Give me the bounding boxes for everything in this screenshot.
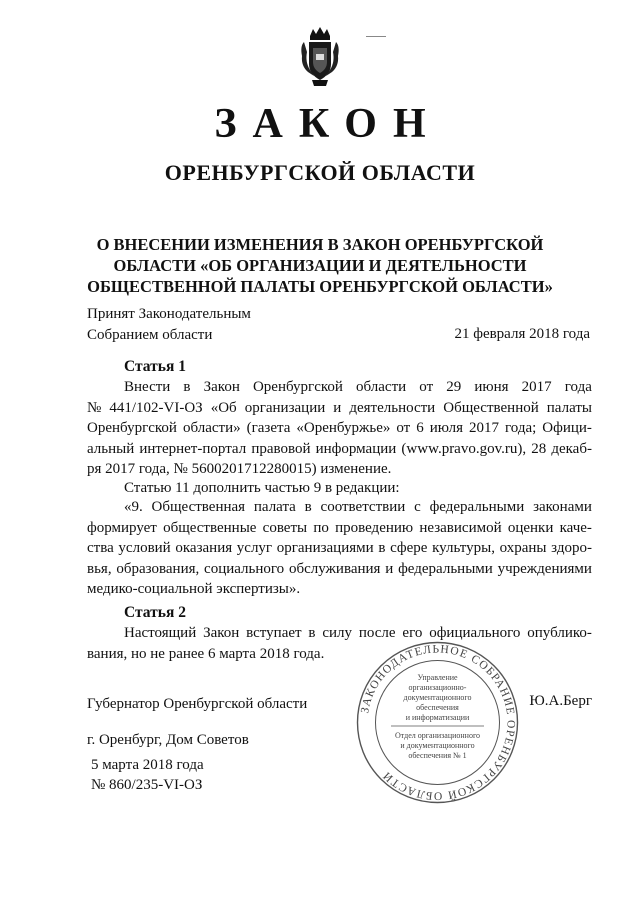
text-line: Настоящий Закон вступает в силу после его официального опублико- (124, 625, 592, 641)
stamp-line: Управление (417, 673, 458, 682)
signing-date: 5 марта 2018 года (91, 757, 204, 773)
official-stamp (355, 640, 520, 805)
article-1-paragraph-1 (87, 377, 592, 480)
law-number: № 860/235-VI-ОЗ (91, 777, 203, 793)
document-type-heading: ЗАКОН (214, 101, 442, 147)
adoption-authority (87, 304, 251, 345)
law-title (80, 234, 560, 297)
text-line: «9. Общественная палата в соответствии с федеральными законами (124, 499, 592, 515)
text-line: альный интернет-портал правовой информации (www.pravo.gov.ru), 28 декаб- (87, 440, 592, 457)
signing-place: г. Оренбург, Дом Советов (87, 732, 249, 748)
adoption-date: 21 февраля 2018 года (454, 326, 590, 342)
text-line: формирует общественные советы по проведению независимой оценки каче- (87, 519, 592, 536)
text-line: Внести в Закон Оренбургской области от 29 июня 2017 года (124, 379, 592, 395)
text-line: вья, образования, социального обслуживания и федеральными учреждениями (87, 560, 592, 577)
coat-of-arms-icon (296, 26, 344, 88)
article-1-paragraph-2 (87, 478, 592, 499)
text-line: ря 2017 года, № 5600201712280015) изменение. (87, 461, 392, 477)
adoption-line: Собранием области (87, 326, 213, 343)
stamp-line: документационного (403, 693, 472, 702)
adoption-line: Принят Законодательным (87, 306, 251, 322)
text-line: Оренбургской области» (газета «Оренбуржье» от 6 июля 2017 года; Офици- (87, 420, 592, 436)
law-title-line: ОБЩЕСТВЕННОЙ ПАЛАТЫ ОРЕНБУРГСКОЙ ОБЛАСТИ» (87, 277, 553, 296)
text-line: вания, но не ранее 6 марта 2018 года. (87, 645, 325, 662)
article-2-heading: Статья 2 (124, 604, 186, 621)
article-1-heading: Статья 1 (124, 358, 186, 375)
stamp-line: Отдел организационного (394, 731, 481, 740)
text-line: ства условий оказания услуг организациями в сфере культуры, охраны здоро- (87, 540, 592, 556)
law-title-line: ОБЛАСТИ «ОБ ОРГАНИЗАЦИИ И ДЕЯТЕЛЬНОСТИ (113, 256, 527, 275)
governor-name: Ю.А.Берг (529, 693, 592, 709)
stamp-line: и информатизации (405, 713, 470, 722)
svg-text:ЗАКОНОДАТЕЛЬНОЕ СОБРАНИЕ ОРЕНБ (359, 643, 517, 802)
governor-position: Губернатор Оренбургской области (87, 696, 308, 712)
text-line: медико-социальной экспертизы». (87, 581, 301, 597)
stamp-line: обеспечения (416, 703, 459, 712)
stamp-line: обеспечения № 1 (408, 751, 467, 760)
scan-artifact-line (366, 36, 386, 37)
stamp-outer-text: ЗАКОНОДАТЕЛЬНОЕ СОБРАНИЕ ОРЕНБУРГСКОЙ ОБЛАСТИ (359, 643, 517, 802)
stamp-line: организационно- (408, 683, 467, 692)
stamp-line: и документационного (400, 741, 475, 750)
article-1-paragraph-3 (87, 497, 592, 600)
region-heading: ОРЕНБУРГСКОЙ ОБЛАСТИ (164, 160, 476, 185)
law-title-line: О ВНЕСЕНИИ ИЗМЕНЕНИЯ В ЗАКОН ОРЕНБУРГСКОЙ (96, 235, 544, 254)
text-line: № 441/102-VI-ОЗ «Об организации и деятельности Общественной палаты (87, 399, 592, 416)
text-line: Статью 11 дополнить частью 9 в редакции: (124, 480, 400, 496)
